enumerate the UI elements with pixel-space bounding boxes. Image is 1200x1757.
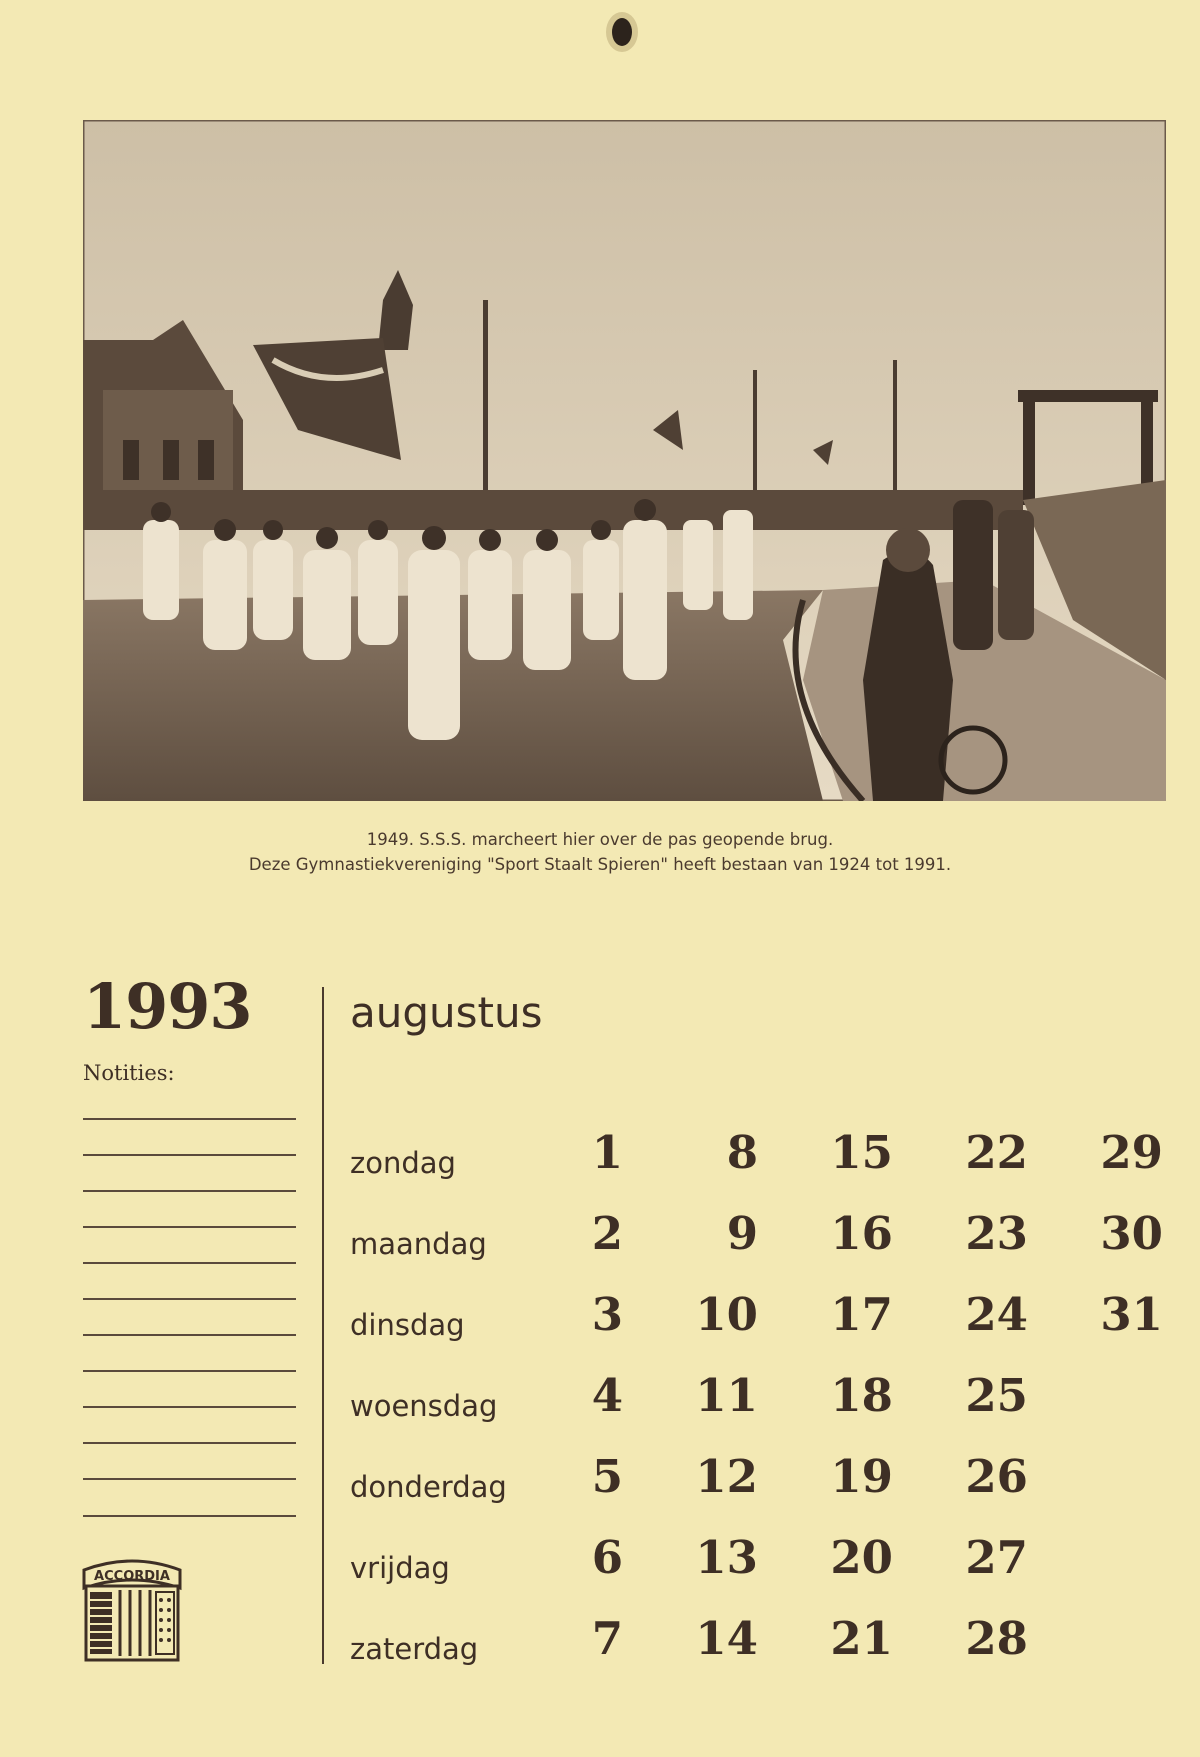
- date-cell: 20: [830, 1531, 893, 1584]
- photo-caption-line1: 1949. S.S.S. marcheert hier over de pas geopende brug.: [366, 830, 834, 849]
- date-cell: 5: [591, 1450, 623, 1503]
- photo-caption-line2: Deze Gymnastiekvereniging "Sport Staalt Spieren" heeft bestaan van 1924 tot 1991.: [248, 855, 952, 874]
- date-cell: 6: [591, 1531, 623, 1584]
- photo-illustration: [83, 120, 1166, 801]
- date-cell: 15: [830, 1126, 893, 1179]
- day-name-friday: vrijdag: [350, 1551, 450, 1585]
- day-name-thursday: donderdag: [350, 1470, 507, 1504]
- day-name-saturday: zaterdag: [350, 1632, 479, 1666]
- notes-line: [83, 1442, 296, 1444]
- column-divider: [322, 987, 324, 1664]
- date-cell: 28: [965, 1612, 1028, 1665]
- notes-line: [83, 1515, 296, 1517]
- date-cell: 7: [591, 1612, 623, 1665]
- day-name-monday: maandag: [350, 1227, 487, 1261]
- date-cell: 31: [1100, 1288, 1163, 1341]
- date-cell: 25: [965, 1369, 1028, 1422]
- date-cell: 18: [830, 1369, 893, 1422]
- date-cell: 19: [830, 1450, 893, 1503]
- day-name-sunday: zondag: [350, 1146, 456, 1180]
- accordia-logo: [78, 1556, 186, 1664]
- date-cell: 4: [591, 1369, 623, 1422]
- date-cell: 13: [695, 1531, 758, 1584]
- day-name-tuesday: dinsdag: [350, 1308, 465, 1342]
- date-cell: 30: [1100, 1207, 1163, 1260]
- notes-label: Notities:: [83, 1061, 175, 1085]
- hanging-hole: [612, 18, 632, 46]
- date-cell: 3: [591, 1288, 623, 1341]
- accordion-icon: [78, 1556, 186, 1664]
- notes-line: [83, 1478, 296, 1480]
- date-cell: 11: [695, 1369, 758, 1422]
- date-cell: 26: [965, 1450, 1028, 1503]
- date-cell: 8: [726, 1126, 758, 1179]
- date-cell: 1: [591, 1126, 623, 1179]
- calendar-month: augustus: [350, 988, 543, 1037]
- date-cell: 10: [695, 1288, 758, 1341]
- logo-text: ACCORDIA: [94, 1569, 170, 1584]
- notes-line: [83, 1334, 296, 1336]
- notes-line: [83, 1118, 296, 1120]
- date-cell: 12: [695, 1450, 758, 1503]
- notes-line: [83, 1298, 296, 1300]
- date-cell: 2: [591, 1207, 623, 1260]
- day-name-wednesday: woensdag: [350, 1389, 498, 1423]
- date-cell: 29: [1100, 1126, 1163, 1179]
- calendar-year: 1993: [83, 970, 252, 1043]
- notes-line: [83, 1154, 296, 1156]
- notes-line: [83, 1406, 296, 1408]
- date-cell: 14: [695, 1612, 758, 1665]
- date-cell: 22: [965, 1126, 1028, 1179]
- date-cell: 21: [830, 1612, 893, 1665]
- date-cell: 23: [965, 1207, 1028, 1260]
- historic-photo: [83, 120, 1166, 801]
- notes-line: [83, 1226, 296, 1228]
- notes-line: [83, 1370, 296, 1372]
- date-cell: 17: [830, 1288, 893, 1341]
- notes-line: [83, 1262, 296, 1264]
- notes-line: [83, 1190, 296, 1192]
- date-cell: 9: [726, 1207, 758, 1260]
- date-cell: 24: [965, 1288, 1028, 1341]
- date-cell: 16: [830, 1207, 893, 1260]
- date-cell: 27: [965, 1531, 1028, 1584]
